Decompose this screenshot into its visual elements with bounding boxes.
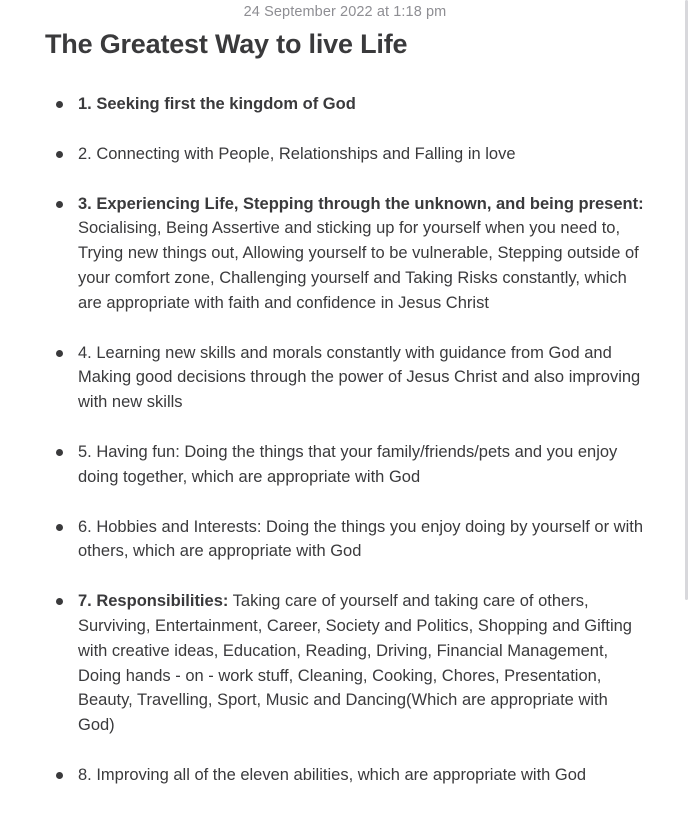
list-item-text: 4. Learning new skills and morals constantly with guidance from God and Making good decisions through the power of Jesus Christ and also improving with new skills — [78, 343, 641, 412]
list-item[interactable] — [0, 440, 648, 490]
list-item-text: Socialising, Being Assertive and sticking up for yourself when you need to, Trying new things out, Allowing yourself to be vulnerable, Stepping outside of your comfort zone, Challenging yourself and Taking Risks constantly, which are appropriate with faith and confidence in Jesus Christ — [78, 219, 639, 312]
note-date: 24 September 2022 at 1:18 pm — [243, 4, 447, 20]
bullet-icon — [56, 101, 63, 108]
bullet-icon — [56, 350, 63, 357]
list-item-bold: 3. Experiencing Life, Stepping through the unknown, and being present: — [78, 194, 644, 213]
list-item[interactable] — [0, 515, 648, 565]
bullet-icon — [56, 151, 63, 158]
list-item[interactable] — [0, 763, 648, 788]
list-item[interactable] — [0, 192, 648, 316]
bullet-list[interactable] — [0, 92, 690, 813]
list-item-text: Taking care of yourself and taking care of others, Surviving, Entertainment, Career, Society and Politics, Shopping and Gifting with creative ideas, Education, Reading, Driving, Financial Management, Doing hands - on - work stuff, Cleaning, Cooking, Chores, Presentation, Beauty, Travelling, Sport, Music and Dancing(Which are appropriate with God) — [78, 592, 632, 735]
list-item-text: 6. Hobbies and Interests: Doing the things you enjoy doing by yourself or with others, which are appropriate with God — [78, 517, 643, 561]
list-item[interactable] — [0, 589, 648, 738]
list-item-bold: 7. Responsibilities: — [78, 592, 229, 611]
bullet-icon — [56, 772, 63, 779]
list-item[interactable] — [0, 341, 648, 415]
bullet-icon — [56, 201, 63, 208]
list-item[interactable] — [0, 92, 648, 117]
list-item-text: 8. Improving all of the eleven abilities, which are appropriate with God — [78, 765, 587, 784]
bullet-icon — [56, 598, 63, 605]
list-item-text: 5. Having fun: Doing the things that your family/friends/pets and you enjoy doing together, which are appropriate with God — [78, 442, 618, 486]
bullet-icon — [56, 524, 63, 531]
list-item[interactable] — [0, 142, 648, 167]
bullet-icon — [56, 449, 63, 456]
list-item-bold: 1. Seeking first the kingdom of God — [78, 95, 356, 113]
scrollbar[interactable] — [685, 0, 688, 600]
list-item-text: 2. Connecting with People, Relationships and Falling in love — [78, 144, 516, 163]
note-title[interactable]: The Greatest Way to live Life — [45, 29, 408, 59]
